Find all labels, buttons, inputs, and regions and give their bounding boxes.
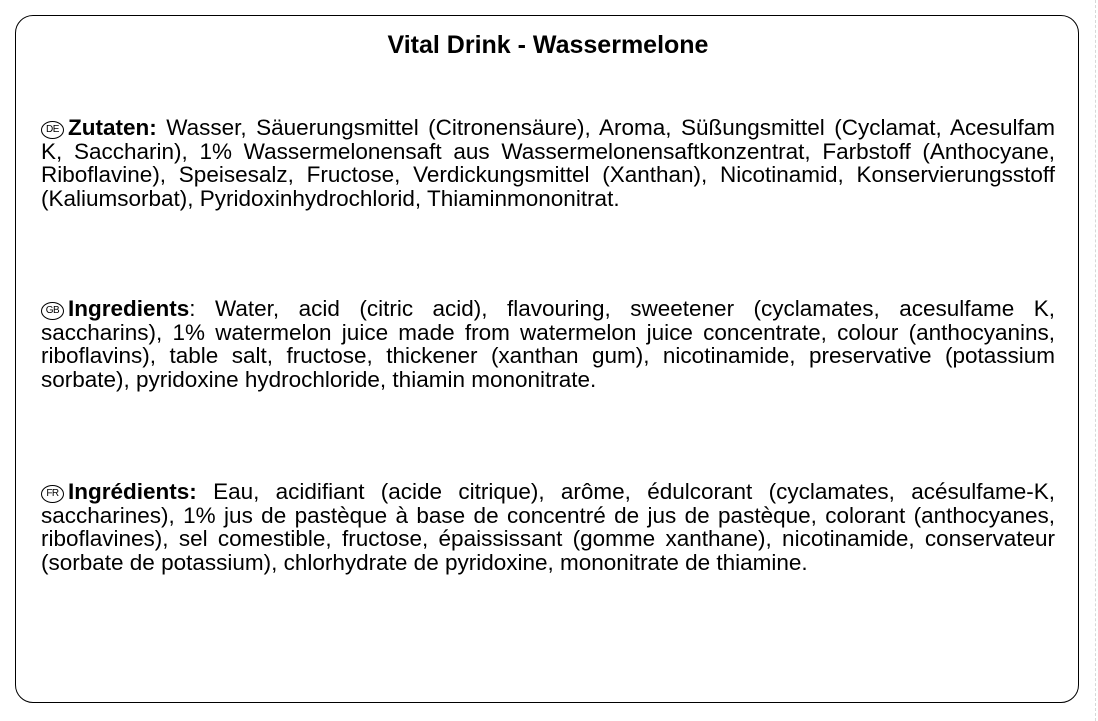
ingredients-section-de — [41, 116, 1055, 210]
section-separator-gb: : — [189, 296, 196, 321]
flag-de-icon: DE — [41, 121, 64, 139]
product-title: Vital Drink - Wassermelone — [387, 31, 709, 59]
ingredients-section-gb — [41, 297, 1055, 391]
section-text-gb: Water, acid (citric acid), flavouring, sweetener (cyclamates, acesulfame K, saccharins), 1% watermelon juice made from watermelon juice concentrate, colour (anthocyanins, riboflavins), table salt, fructose, thickener (xanthan gum), nicotinamide, preservative (potassium sorbate), pyridoxine hydrochloride, thiamin mononitrate. — [41, 296, 1055, 392]
section-heading-de: Zutaten: — [68, 115, 157, 140]
section-heading-fr: Ingrédients: — [68, 479, 197, 504]
section-text-fr: Eau, acidifiant (acide citrique), arôme, édulcorant (cyclamates, acésulfame-K, saccharines), 1% jus de pastèque à base de concentré de jus de pastèque, colorant (anthocyanes, riboflavines), sel comestible, fructose, épaississant (gomme xanthane), nicotinamide, conservateur (sorbate de potassium), chlorhydrate de pyridoxine, mononitrate de thiamine. — [41, 479, 1055, 575]
flag-fr-icon: FR — [41, 485, 64, 503]
section-text-de: Wasser, Säuerungsmittel (Citronensäure), Aroma, Süßungsmittel (Cyclamat, Acesulfam K, Saccharin), 1% Wassermelonensaft aus Wassermelonensaftkonzentrat, Farbstoff (Anthocyane, Riboflavine), Speisesalz, Fructose, Verdickungsmittel (Xanthan), Nicotinamid, Konservierungsstoff (Kaliumsorbat), Pyridoxinhydrochlorid, Thiaminmononitrat. — [41, 115, 1055, 211]
section-heading-gb: Ingredients — [68, 296, 190, 321]
flag-gb-icon: GB — [41, 302, 64, 320]
page-edge-guide — [1095, 0, 1096, 721]
ingredients-section-fr — [41, 480, 1055, 574]
